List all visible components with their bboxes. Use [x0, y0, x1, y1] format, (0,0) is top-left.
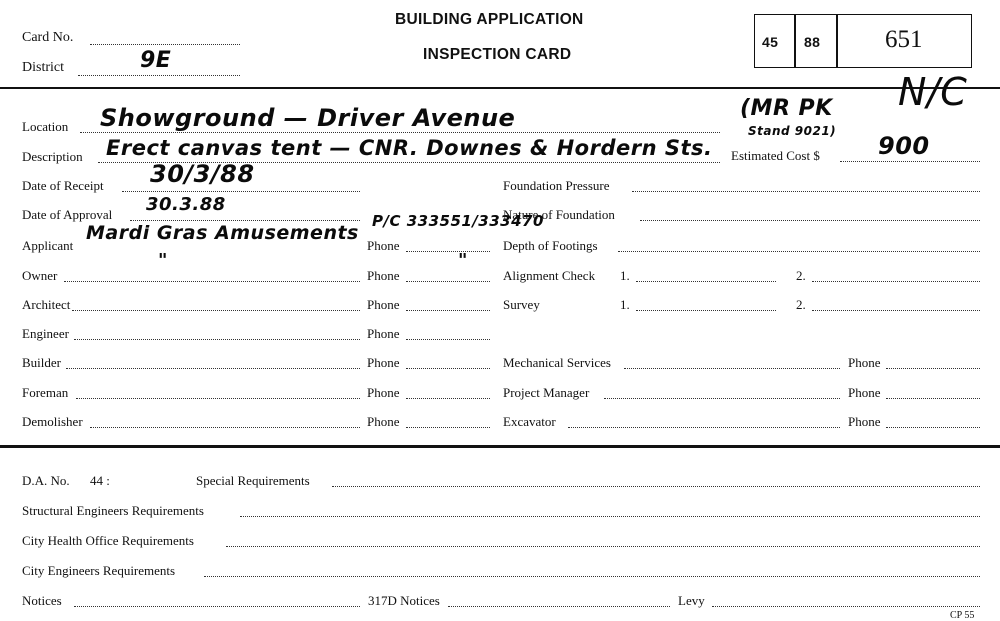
- builder-line: [66, 368, 360, 369]
- estimated-cost-label: Estimated Cost $: [731, 148, 820, 163]
- date-approval-label: Date of Approval: [22, 207, 113, 222]
- da-no-label: D.A. No.: [22, 473, 70, 488]
- builder-phone-label: Phone: [367, 355, 400, 370]
- card-no-label: Card No.: [22, 30, 74, 45]
- owner-label: Owner: [22, 268, 58, 283]
- location-line: [80, 132, 720, 133]
- demolisher-line: [90, 427, 360, 428]
- date-receipt-line: [122, 191, 360, 192]
- card-no-line: [90, 44, 240, 45]
- location-note: (MR PK: [740, 96, 833, 121]
- survey-num-2: 2.: [796, 297, 806, 312]
- excavator-label: Excavator: [503, 414, 556, 429]
- description-value: Erect canvas tent — CNR. Downes & Hordern Sts.: [106, 136, 713, 160]
- applicant-value: Mardi Gras Amusements: [86, 222, 359, 244]
- survey-num-1: 1.: [620, 297, 630, 312]
- structural-line: [240, 516, 980, 517]
- survey-line-2: [812, 310, 980, 311]
- da-no-value: 44 :: [90, 473, 110, 488]
- alignment-num-1: 1.: [620, 268, 630, 283]
- health-line: [226, 546, 980, 547]
- notices-line: [74, 606, 360, 607]
- mechanical-line: [624, 368, 840, 369]
- engineer-phone-line: [406, 339, 490, 340]
- title-line-1: BUILDING APPLICATION: [395, 11, 584, 28]
- project-manager-phone-line: [886, 398, 980, 399]
- project-manager-line: [604, 398, 840, 399]
- nature-foundation-line: [640, 220, 980, 221]
- alignment-line-2: [812, 281, 980, 282]
- alignment-line-1: [636, 281, 776, 282]
- card-number: 651: [885, 26, 923, 53]
- estimated-cost-line: [840, 161, 980, 162]
- project-manager-phone-label: Phone: [848, 385, 881, 400]
- applicant-phone-value: P/C 333551/333470: [372, 212, 544, 230]
- nature-foundation-label: Nature of Foundation: [503, 207, 615, 222]
- health-label: City Health Office Requirements: [22, 533, 194, 548]
- depth-footings-line: [618, 251, 980, 252]
- section-rule: [0, 445, 1000, 448]
- foundation-pressure-label: Foundation Pressure: [503, 178, 610, 193]
- header-rule: [0, 87, 1000, 89]
- structural-label: Structural Engineers Requirements: [22, 503, 204, 518]
- mechanical-phone-line: [886, 368, 980, 369]
- alignment-num-2: 2.: [796, 268, 806, 283]
- depth-footings-label: Depth of Footings: [503, 238, 598, 253]
- demolisher-phone-line: [406, 427, 490, 428]
- excavator-phone-line: [886, 427, 980, 428]
- district-line: [78, 75, 240, 76]
- foreman-phone-label: Phone: [367, 385, 400, 400]
- foreman-label: Foreman: [22, 385, 69, 400]
- card-number-box: [754, 14, 972, 68]
- owner-value: ": [158, 250, 168, 271]
- mechanical-label: Mechanical Services: [503, 355, 611, 370]
- applicant-label: Applicant: [22, 238, 74, 253]
- corner-mark: N/C: [898, 70, 968, 114]
- excavator-line: [568, 427, 840, 428]
- foreman-phone-line: [406, 398, 490, 399]
- box-divider-2: [836, 14, 838, 68]
- estimated-cost-value: 900: [878, 132, 930, 160]
- city-engineers-line: [204, 576, 980, 577]
- survey-line-1: [636, 310, 776, 311]
- engineer-phone-label: Phone: [367, 326, 400, 341]
- mechanical-phone-label: Phone: [848, 355, 881, 370]
- owner-phone-line: [406, 281, 490, 282]
- builder-phone-line: [406, 368, 490, 369]
- architect-line: [72, 310, 360, 311]
- description-label: Description: [22, 149, 83, 164]
- notices-317d-line: [448, 606, 670, 607]
- date-receipt-label: Date of Receipt: [22, 178, 104, 193]
- district-value: 9E: [140, 48, 172, 73]
- box-code-1: 45: [762, 34, 779, 50]
- notices-label: Notices: [22, 593, 62, 608]
- date-approval-value: 30.3.88: [146, 194, 226, 215]
- notices-317d-label: 317D Notices: [368, 593, 440, 608]
- owner-phone-value: ": [458, 250, 468, 271]
- district-label: District: [22, 60, 64, 75]
- box-code-2: 88: [804, 34, 821, 50]
- alignment-check-label: Alignment Check: [503, 268, 596, 283]
- owner-line: [64, 281, 360, 282]
- location-label: Location: [22, 119, 69, 134]
- builder-label: Builder: [22, 355, 61, 370]
- applicant-phone-line: [406, 251, 490, 252]
- demolisher-label: Demolisher: [22, 414, 83, 429]
- architect-phone-label: Phone: [367, 297, 400, 312]
- architect-phone-line: [406, 310, 490, 311]
- applicant-phone-label: Phone: [367, 238, 400, 253]
- date-receipt-value: 30/3/88: [150, 160, 255, 188]
- engineer-label: Engineer: [22, 326, 69, 341]
- project-manager-label: Project Manager: [503, 385, 590, 400]
- form-code: CP 55: [950, 610, 975, 621]
- location-note-2: Stand 9021): [748, 124, 837, 138]
- excavator-phone-label: Phone: [848, 414, 881, 429]
- date-approval-line: [130, 220, 360, 221]
- foreman-line: [76, 398, 360, 399]
- architect-label: Architect: [22, 297, 71, 312]
- box-divider-1: [794, 14, 796, 68]
- engineer-line: [74, 339, 360, 340]
- survey-label: Survey: [503, 297, 540, 312]
- levy-label: Levy: [678, 593, 705, 608]
- special-requirements-line: [332, 486, 980, 487]
- foundation-pressure-line: [632, 191, 980, 192]
- city-engineers-label: City Engineers Requirements: [22, 563, 176, 578]
- title-line-2: INSPECTION CARD: [423, 46, 572, 63]
- location-value: Showground — Driver Avenue: [100, 104, 516, 132]
- demolisher-phone-label: Phone: [367, 414, 400, 429]
- levy-line: [712, 606, 980, 607]
- special-requirements-label: Special Requirements: [196, 473, 310, 488]
- owner-phone-label: Phone: [367, 268, 400, 283]
